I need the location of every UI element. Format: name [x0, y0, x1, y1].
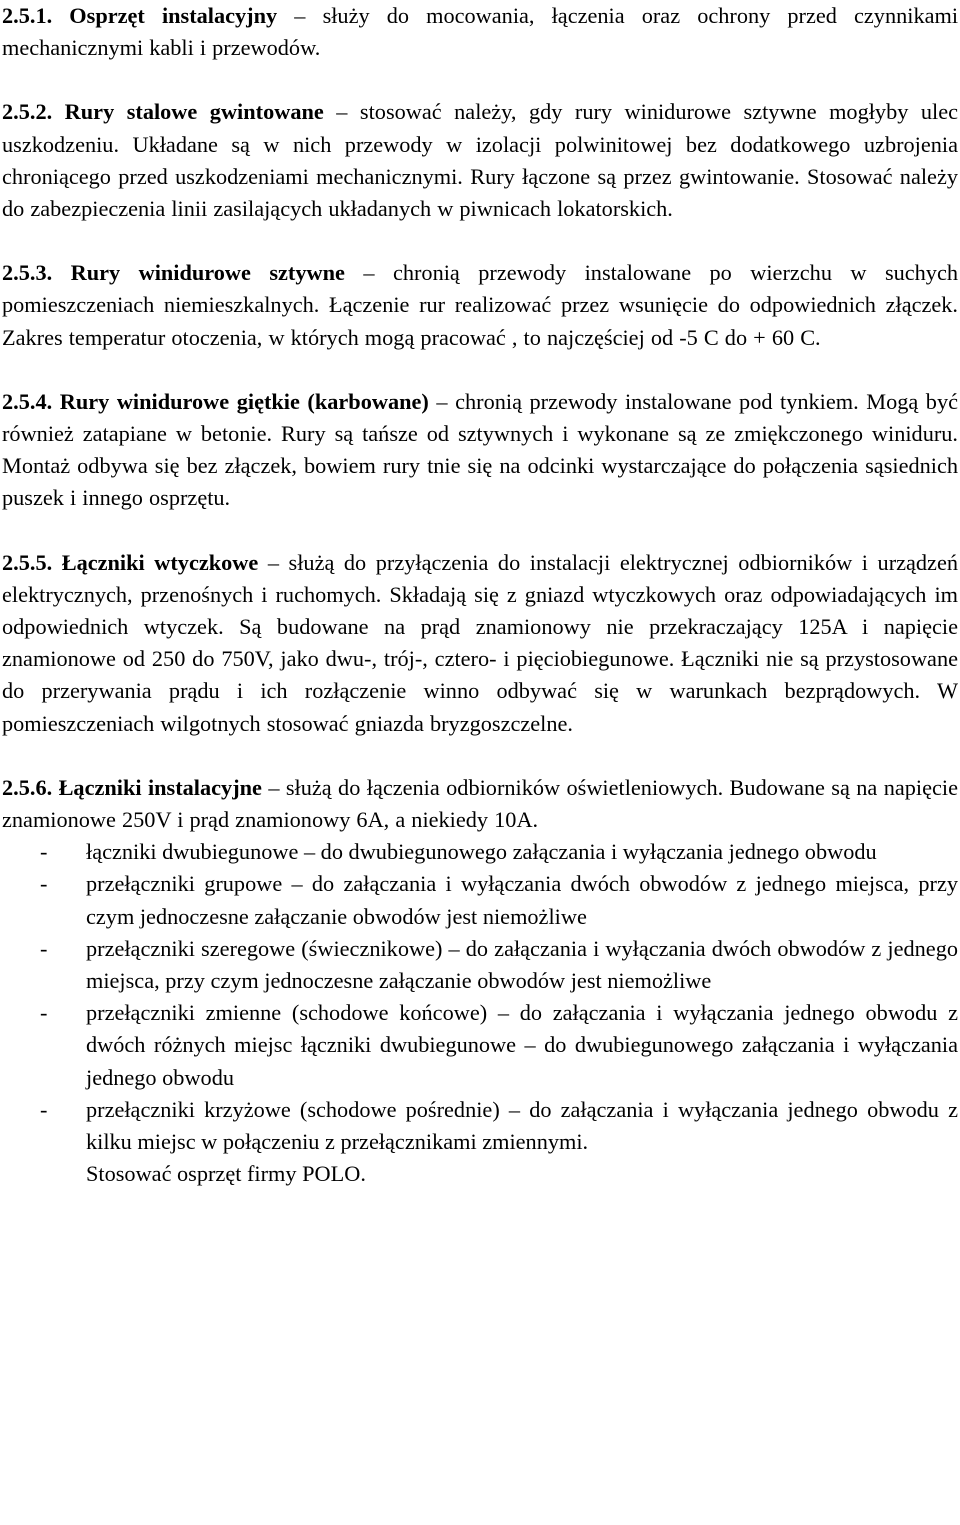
section-title: Osprzęt instalacyjny — [69, 3, 278, 28]
section-number: 2.5.2. — [2, 99, 53, 125]
list-item-text: przełączniki szeregowe (świecznikowe) – do załączania i wyłączania dwóch obwodów z jednego miejsca, przy czym jednoczesne załączanie obwodów jest niemożliwe — [86, 935, 958, 994]
list-item-text: przełączniki grupowe – do załączania i wyłączania dwóch obwodów z jednego miejsca, przy czym jednoczesne załączanie obwodów jest niemożliwe — [86, 871, 958, 929]
section-heading — [2, 389, 429, 414]
section-number: 2.5.4. — [2, 388, 53, 414]
section-body: służą do przyłączenia do instalacji elektrycznej odbiorników i urządzeń elektrycznych, przenośnych i ruchomych. Składają się z gniazd wtyczkowych oraz odpowiadających im odpowiednich wtyczek. Są budowane na prąd znamionowy nie przekraczający 125A i napięcie znamionowe od 250 do 750V, jako dwu-, trój-, cztero- i pięciobiegunowe. Łączniki nie są przystosowane do przerywania prądu i ich rozłączenie winno odbywać się w warunkach bezprądowych. W pomieszczeniach wilgotnych stosować gniazda bryzgoszczelne. — [2, 549, 958, 736]
list-item — [2, 1094, 958, 1158]
list-bullet: - — [40, 839, 48, 865]
section-2-5-2 — [2, 96, 958, 225]
section-body: służą do łączenia odbiorników oświetleniowych. Budowane są na napięcie znamionowe 250V i prąd znamionowy 6A, a niekiedy 10A. — [2, 774, 958, 833]
list-item — [2, 836, 958, 868]
section-heading — [2, 550, 258, 575]
section-dash: – — [268, 774, 280, 800]
list-bullet: - — [40, 1096, 48, 1122]
section-body: stosować należy, gdy rury winidurowe sztywne mogłyby ulec uszkodzeniu. Układane są w nich przewody w izolacji polwinitowej bez dodatkowego uzbrojenia chroniącego przed uszkodzeniami mechanicznymi. Rury łączone są przez gwintowanie. Stosować należy do zabezpieczenia linii zasilających układanych w piwnicach lokatorskich. — [2, 99, 958, 222]
section-2-5-3 — [2, 257, 958, 354]
section-dash: – — [363, 260, 375, 286]
section-number: 2.5.1. — [2, 3, 53, 28]
list-bullet: - — [40, 935, 48, 961]
section-title: Łączniki instalacyjne — [58, 774, 262, 800]
section-title: Rury winidurowe giętkie (karbowane) — [59, 388, 429, 414]
section-dash: – — [336, 99, 348, 125]
section-dash: – — [294, 3, 306, 28]
list-item — [2, 933, 958, 997]
section-body: chronią przewody instalowane pod tynkiem. Mogą być również zatapiane w betonie. Rury są tańsze od sztywnych i wykonane są ze zmiękczonego winiduru. Montaż odbywa się bez złączek, bowiem rury tnie się na odcinki wystarczające do połączenia sąsiednich puszek i innego osprzętu. — [2, 388, 959, 511]
section-2-5-1 — [2, 0, 958, 64]
section-dash: – — [267, 549, 279, 575]
section-2-5-6 — [2, 772, 958, 836]
section-title: Rury stalowe gwintowane — [64, 99, 324, 125]
section-heading — [2, 775, 262, 800]
section-number: 2.5.5. — [2, 549, 53, 575]
list-item — [2, 868, 958, 932]
section-heading — [2, 99, 324, 124]
section-2-5-4 — [2, 386, 958, 515]
list-item-text: przełączniki krzyżowe (schodowe pośrednie) – do załączania i wyłączania jednego obwodu z kilku miejsc w połączeniu z przełącznikami zmiennymi. — [86, 1096, 958, 1155]
section-title: Rury winidurowe sztywne — [70, 260, 345, 286]
closing-note: Stosować osprzęt firmy POLO. — [86, 1161, 366, 1187]
list-bullet: - — [40, 1000, 48, 1026]
section-dash: – — [436, 388, 448, 414]
list-item-text: przełączniki zmienne (schodowe końcowe) – do załączania i wyłączania jednego obwodu z dwóch różnych miejsc łączniki dwubiegunowe – do dwubiegunowego załączania i wyłączania jednego obwodu — [86, 1000, 958, 1090]
list-bullet: - — [40, 871, 48, 897]
section-number: 2.5.6. — [2, 774, 53, 800]
section-title: Łączniki wtyczkowe — [61, 549, 259, 575]
section-heading — [2, 260, 345, 285]
list-item — [2, 997, 958, 1094]
section-2-5-5 — [2, 547, 958, 740]
list-item-text: łączniki dwubiegunowe – do dwubiegunowego załączania i wyłączania jednego obwodu — [86, 839, 877, 865]
section-number: 2.5.3. — [2, 260, 53, 286]
section-heading — [2, 3, 277, 28]
section-body: służy do mocowania, łączenia oraz ochrony przed czynnikami mechanicznymi kabli i przewodów. — [2, 3, 959, 61]
section-body: chronią przewody instalowane po wierzchu w suchych pomieszczeniach niemieszkalnych. Łączenie rur realizować przez wsunięcie do odpowiednich złączek. Zakres temperatur otoczenia, w których mogą pracować , to najczęściej od -5 C do + 60 C. — [2, 260, 959, 350]
switch-type-list — [2, 836, 958, 1158]
